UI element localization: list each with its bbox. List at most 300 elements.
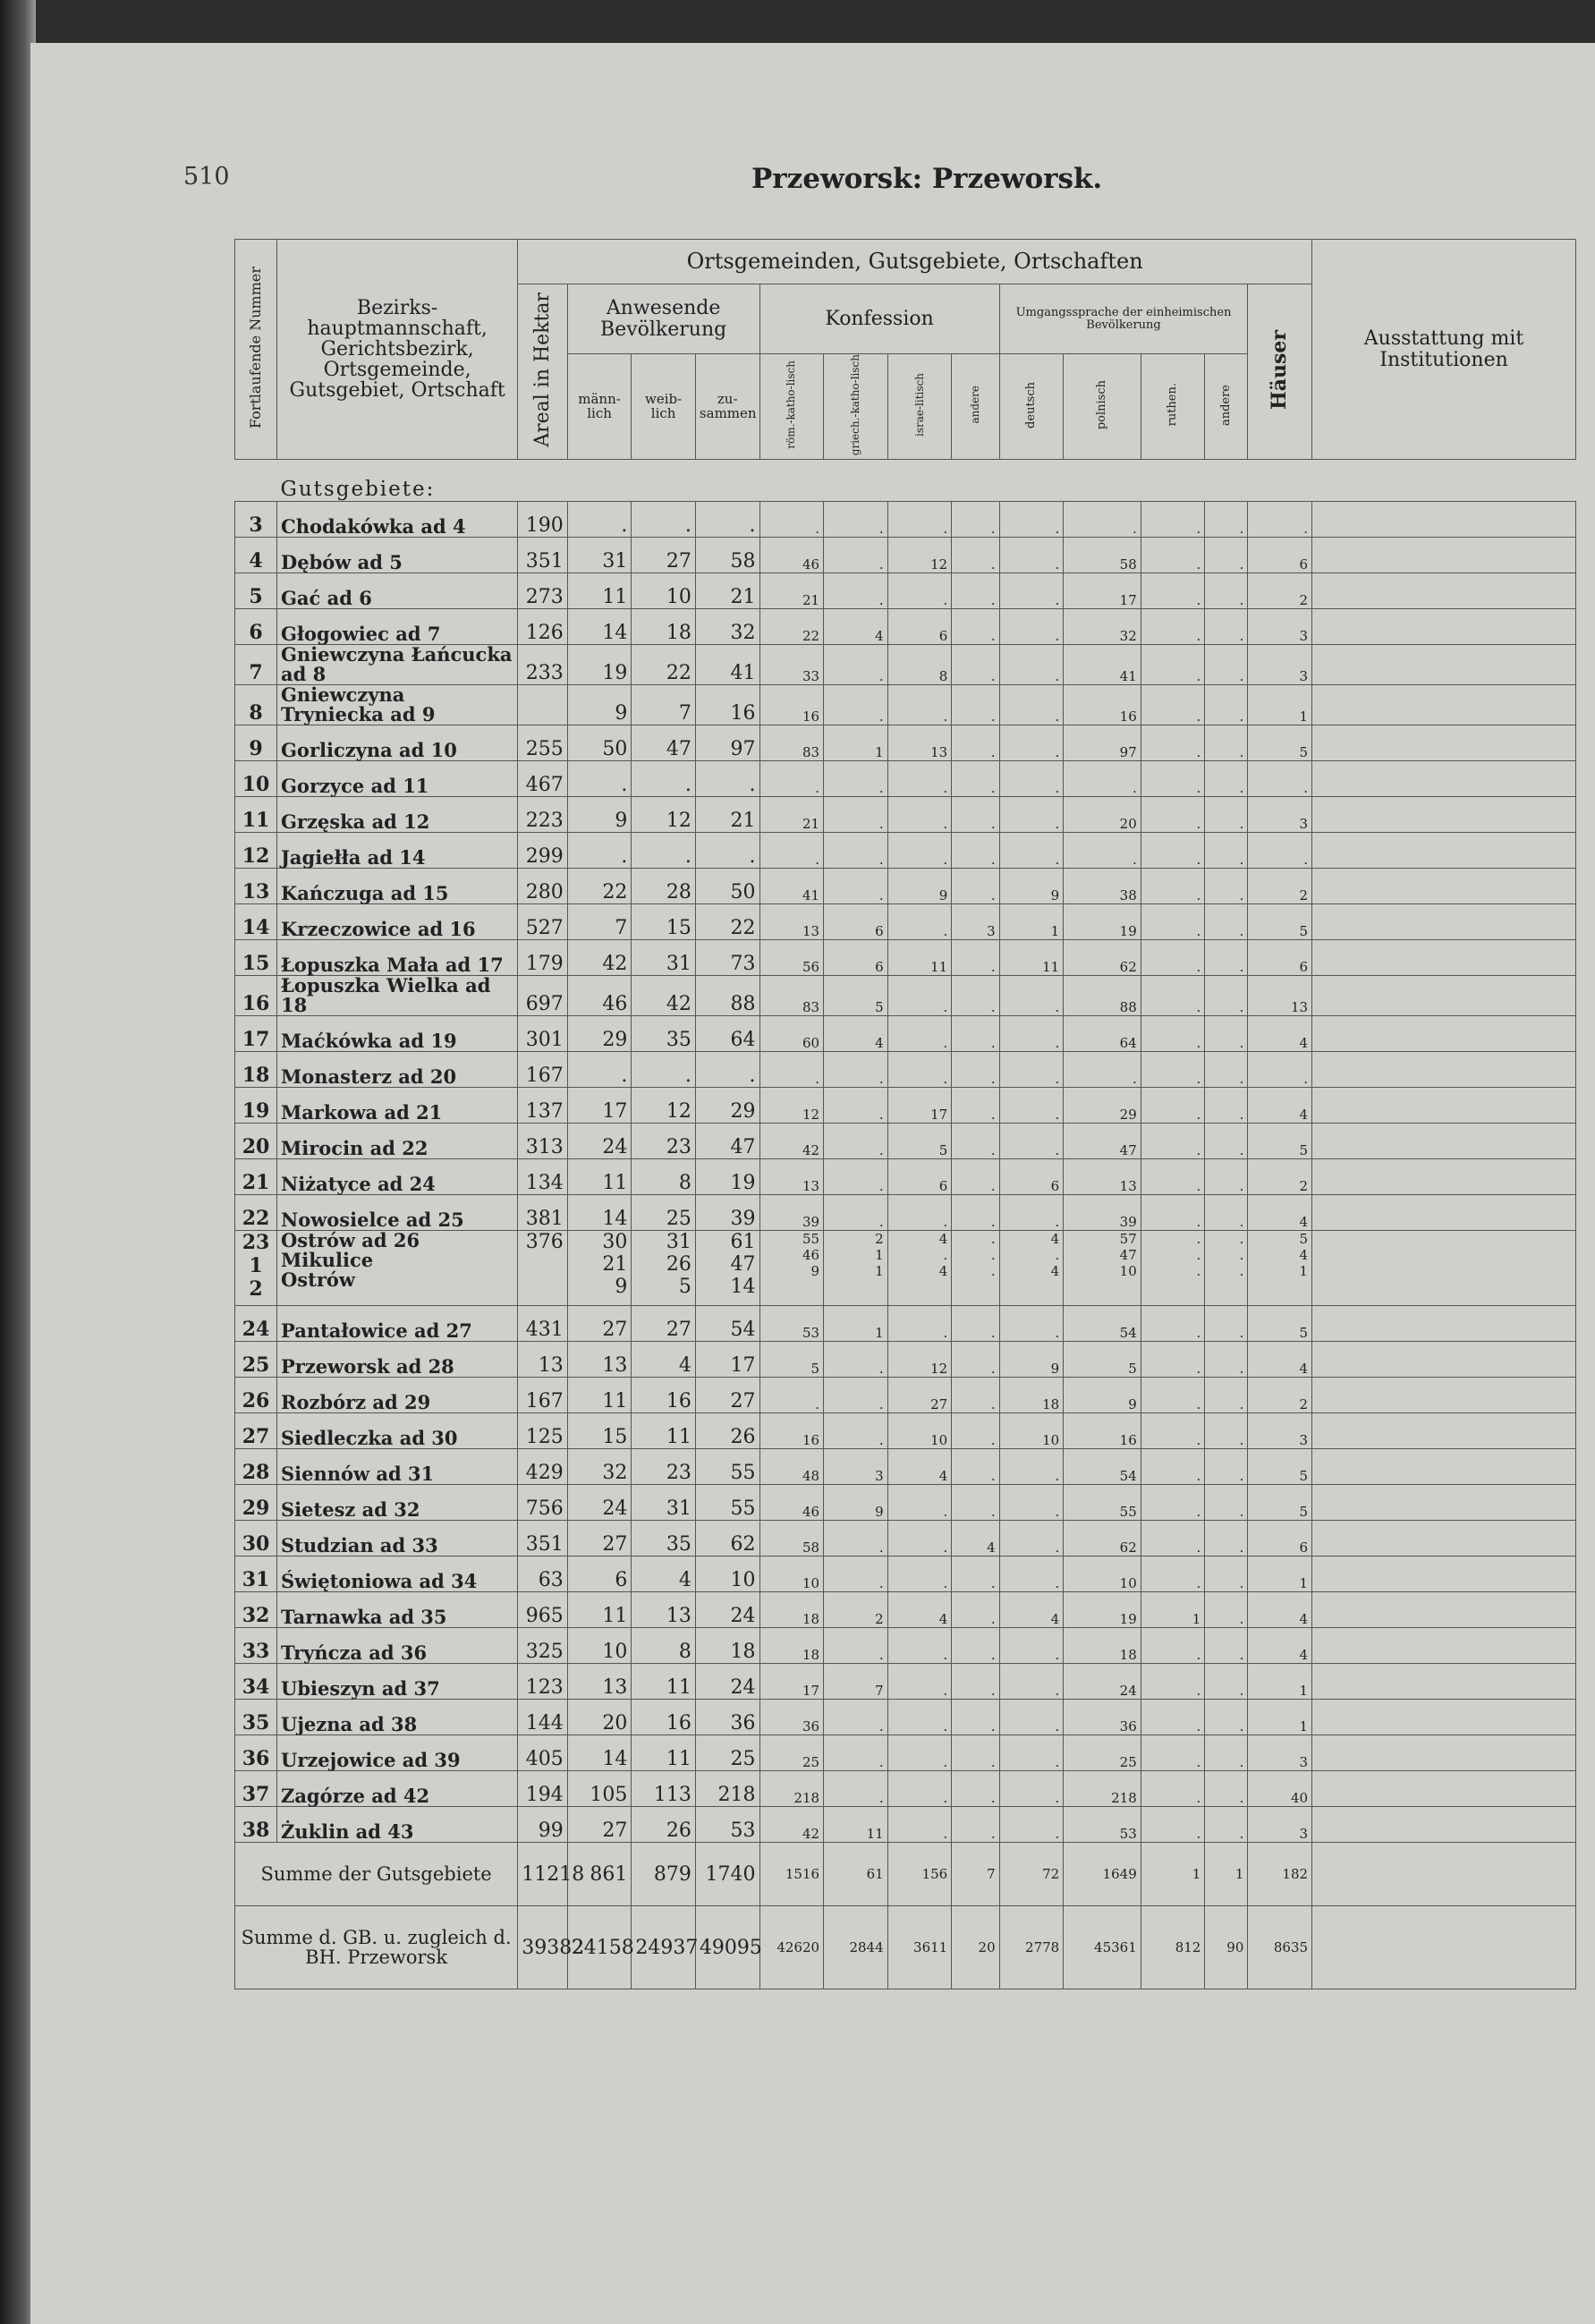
cell-pop-m: 24: [567, 1124, 632, 1159]
sum-cell-pop-m: 861: [567, 1843, 632, 1906]
cell-ausstattung: [1312, 1592, 1576, 1628]
cell-konf-rk: 16: [759, 685, 824, 725]
cell-konf-gk: 9: [824, 1485, 888, 1521]
cell-pop-z: 55: [695, 1485, 759, 1521]
header-label: polnisch: [1095, 380, 1109, 430]
cell-name: Dębów ad 5: [277, 538, 518, 573]
cell-konf-rk: 21: [759, 797, 824, 833]
cell-spr-an: .: [1205, 1124, 1248, 1159]
cell-spr-po: 54: [1064, 1449, 1141, 1485]
cell-pop-z: 22: [695, 904, 759, 940]
sum-cell-spr-ru: 812: [1141, 1906, 1205, 1989]
cell-spr-po: 57 47 10: [1064, 1231, 1141, 1306]
cell-nr: 31: [235, 1556, 277, 1592]
cell-konf-gk: .: [824, 1378, 888, 1413]
cell-pop-w: 11: [632, 1413, 696, 1449]
cell-areal: 63: [518, 1556, 568, 1592]
cell-pop-z: 19: [695, 1159, 759, 1195]
sum-cell-spr-de: 72: [999, 1843, 1064, 1906]
cell-nr: 5: [235, 573, 277, 609]
cell-konf-an: .: [952, 685, 999, 725]
cell-spr-ru: .: [1141, 645, 1205, 685]
cell-konf-an: .: [952, 1700, 999, 1735]
cell-konf-is: .: [887, 1195, 952, 1231]
cell-pop-z: 73: [695, 940, 759, 976]
cell-pop-m: 30 21 9: [567, 1231, 632, 1306]
header-group-sprache: Umgangssprache der einheimischen Bevölkerung: [999, 284, 1248, 354]
table-row: [235, 1556, 1576, 1592]
cell-konf-an: .: [952, 1664, 999, 1700]
cell-name: Przeworsk ad 28: [277, 1342, 518, 1378]
cell-name: Studzian ad 33: [277, 1521, 518, 1556]
cell-spr-an: .: [1205, 1016, 1248, 1052]
cell-pop-m: 11: [567, 573, 632, 609]
cell-spr-an: .: [1205, 1556, 1248, 1592]
cell-name: Gniewczyna Łańcucka ad 8: [277, 645, 518, 685]
cell-pop-w: 8: [632, 1159, 696, 1195]
cell-spr-ru: .: [1141, 869, 1205, 904]
cell-spr-de: .: [999, 1521, 1064, 1556]
table-row: [235, 1016, 1576, 1052]
cell-haeuser: 4: [1248, 1628, 1312, 1664]
cell-pop-z: 27: [695, 1378, 759, 1413]
cell-spr-an: .: [1205, 538, 1248, 573]
cell-spr-ru: .: [1141, 904, 1205, 940]
cell-nr: 25: [235, 1342, 277, 1378]
cell-haeuser: 5 4 1: [1248, 1231, 1312, 1306]
cell-nr: 6: [235, 609, 277, 645]
cell-spr-de: .: [999, 609, 1064, 645]
cell-pop-m: 32: [567, 1449, 632, 1485]
cell-name: Jagiełła ad 14: [277, 833, 518, 869]
cell-name: Tarnawka ad 35: [277, 1592, 518, 1628]
cell-pop-z: 36: [695, 1700, 759, 1735]
cell-konf-is: 5: [887, 1124, 952, 1159]
cell-nr: 12: [235, 833, 277, 869]
cell-spr-de: .: [999, 538, 1064, 573]
sum-cell-areal: 39382: [518, 1906, 568, 1989]
cell-name: Pantałowice ad 27: [277, 1306, 518, 1342]
cell-ausstattung: [1312, 538, 1576, 573]
section-blank: [235, 460, 277, 502]
cell-konf-gk: .: [824, 538, 888, 573]
cell-spr-po: .: [1064, 761, 1141, 797]
cell-spr-an: .: [1205, 1159, 1248, 1195]
cell-konf-gk: .: [824, 1342, 888, 1378]
cell-konf-rk: .: [759, 1052, 824, 1088]
cell-ausstattung: [1312, 1306, 1576, 1342]
cell-pop-z: 21: [695, 573, 759, 609]
cell-pop-m: 9: [567, 685, 632, 725]
cell-spr-ru: .: [1141, 538, 1205, 573]
cell-haeuser: 4: [1248, 1088, 1312, 1124]
cell-spr-po: 16: [1064, 685, 1141, 725]
cell-areal: 273: [518, 573, 568, 609]
cell-nr: 3: [235, 502, 277, 538]
sum-cell-areal: 11218: [518, 1843, 568, 1906]
cell-spr-an: .: [1205, 573, 1248, 609]
header-label: andere: [1219, 384, 1234, 426]
table-row: [235, 1485, 1576, 1521]
header-label: Fortlaufende Nummer: [246, 267, 264, 429]
cell-konf-is: .: [887, 1052, 952, 1088]
cell-konf-is: .: [887, 1521, 952, 1556]
section-label: Gutsgebiete:: [277, 460, 1576, 502]
cell-konf-is: .: [887, 685, 952, 725]
cell-spr-an: .: [1205, 1449, 1248, 1485]
cell-pop-w: 4: [632, 1556, 696, 1592]
sum-cell-konf-is: 156: [887, 1843, 952, 1906]
cell-pop-w: .: [632, 833, 696, 869]
table-row: [235, 538, 1576, 573]
cell-pop-m: 27: [567, 1306, 632, 1342]
cell-haeuser: 3: [1248, 645, 1312, 685]
cell-spr-de: 6: [999, 1159, 1064, 1195]
page-title: Przeworsk: Przeworsk.: [751, 163, 1103, 195]
cell-konf-gk: .: [824, 833, 888, 869]
cell-spr-po: 218: [1064, 1771, 1141, 1807]
cell-spr-de: .: [999, 1700, 1064, 1735]
cell-konf-an: 3: [952, 904, 999, 940]
cell-spr-de: .: [999, 1771, 1064, 1807]
cell-spr-de: 1: [999, 904, 1064, 940]
cell-ausstattung: [1312, 1052, 1576, 1088]
cell-nr: 19: [235, 1088, 277, 1124]
table-row: [235, 1592, 1576, 1628]
cell-areal: 405: [518, 1735, 568, 1771]
cell-pop-w: 22: [632, 645, 696, 685]
cell-pop-m: 27: [567, 1521, 632, 1556]
cell-areal: [518, 685, 568, 725]
cell-konf-an: .: [952, 761, 999, 797]
cell-spr-po: 88: [1064, 976, 1141, 1016]
cell-spr-ru: .: [1141, 761, 1205, 797]
cell-spr-po: 97: [1064, 725, 1141, 761]
cell-ausstattung: [1312, 904, 1576, 940]
cell-konf-is: .: [887, 1306, 952, 1342]
cell-spr-an: .: [1205, 1378, 1248, 1413]
cell-konf-is: .: [887, 1556, 952, 1592]
cell-pop-w: 35: [632, 1521, 696, 1556]
cell-haeuser: .: [1248, 833, 1312, 869]
cell-nr: 11: [235, 797, 277, 833]
cell-konf-an: .: [952, 1771, 999, 1807]
table-row: [235, 1342, 1576, 1378]
cell-konf-is: 10: [887, 1413, 952, 1449]
cell-konf-gk: .: [824, 761, 888, 797]
cell-konf-an: .: [952, 976, 999, 1016]
cell-konf-rk: 46: [759, 538, 824, 573]
cell-name: Świętoniowa ad 34: [277, 1556, 518, 1592]
table-row: [235, 1735, 1576, 1771]
cell-pop-m: 15: [567, 1413, 632, 1449]
cell-konf-rk: .: [759, 833, 824, 869]
cell-nr: 4: [235, 538, 277, 573]
table-row: [235, 1052, 1576, 1088]
table-row: [235, 1628, 1576, 1664]
cell-pop-m: 11: [567, 1159, 632, 1195]
cell-konf-rk: 17: [759, 1664, 824, 1700]
cell-spr-ru: .: [1141, 573, 1205, 609]
cell-pop-z: .: [695, 1052, 759, 1088]
cell-konf-gk: .: [824, 645, 888, 685]
cell-pop-w: .: [632, 1052, 696, 1088]
cell-spr-po: 62: [1064, 940, 1141, 976]
cell-konf-rk: 16: [759, 1413, 824, 1449]
cell-spr-ru: .: [1141, 1628, 1205, 1664]
cell-spr-de: 9: [999, 869, 1064, 904]
cell-name: Grzęska ad 12: [277, 797, 518, 833]
cell-spr-ru: .: [1141, 976, 1205, 1016]
cell-nr: 21: [235, 1159, 277, 1195]
cell-name: Łopuszka Wielka ad 18: [277, 976, 518, 1016]
cell-nr: 37: [235, 1771, 277, 1807]
cell-name: Ubieszyn ad 37: [277, 1664, 518, 1700]
cell-areal: 351: [518, 1521, 568, 1556]
sum-cell-spr-an: 90: [1205, 1906, 1248, 1989]
cell-pop-w: 35: [632, 1016, 696, 1052]
cell-pop-m: 17: [567, 1088, 632, 1124]
cell-name: Głogowiec ad 7: [277, 609, 518, 645]
cell-konf-rk: 39: [759, 1195, 824, 1231]
cell-spr-ru: .: [1141, 1735, 1205, 1771]
cell-areal: 194: [518, 1771, 568, 1807]
cell-spr-po: 18: [1064, 1628, 1141, 1664]
header-label: andere: [969, 386, 982, 424]
cell-spr-ru: .: [1141, 1159, 1205, 1195]
cell-spr-ru: .: [1141, 1449, 1205, 1485]
cell-haeuser: 6: [1248, 940, 1312, 976]
cell-konf-is: .: [887, 797, 952, 833]
cell-haeuser: 5: [1248, 1485, 1312, 1521]
cell-konf-an: .: [952, 797, 999, 833]
cell-spr-an: .: [1205, 685, 1248, 725]
cell-pop-w: 42: [632, 976, 696, 1016]
table-row: [235, 645, 1576, 685]
table-row: [235, 725, 1576, 761]
cell-spr-de: .: [999, 1052, 1064, 1088]
cell-spr-ru: .: [1141, 725, 1205, 761]
cell-pop-w: .: [632, 502, 696, 538]
table-row: [235, 1521, 1576, 1556]
cell-haeuser: 6: [1248, 538, 1312, 573]
header-label: Häuser: [1268, 330, 1292, 411]
cell-spr-ru: .: [1141, 1485, 1205, 1521]
cell-nr: 38: [235, 1807, 277, 1843]
cell-ausstattung: [1312, 1771, 1576, 1807]
cell-spr-po: 41: [1064, 645, 1141, 685]
header-label: ruthen.: [1166, 383, 1180, 427]
cell-name: Tryńcza ad 36: [277, 1628, 518, 1664]
cell-spr-an: .: [1205, 1664, 1248, 1700]
cell-spr-po: 32: [1064, 609, 1141, 645]
cell-pop-m: 27: [567, 1807, 632, 1843]
cell-haeuser: 5: [1248, 1306, 1312, 1342]
cell-pop-z: 88: [695, 976, 759, 1016]
cell-haeuser: 5: [1248, 1449, 1312, 1485]
cell-konf-gk: 3: [824, 1449, 888, 1485]
cell-konf-is: .: [887, 761, 952, 797]
cell-konf-is: 17: [887, 1088, 952, 1124]
header-spr-po: [1064, 354, 1141, 460]
cell-nr: 32: [235, 1592, 277, 1628]
cell-spr-de: .: [999, 797, 1064, 833]
cell-konf-is: 27: [887, 1378, 952, 1413]
cell-konf-an: .: [952, 1016, 999, 1052]
cell-pop-z: 54: [695, 1306, 759, 1342]
cell-spr-po: 17: [1064, 573, 1141, 609]
cell-name: Urzejowice ad 39: [277, 1735, 518, 1771]
cell-konf-is: 6: [887, 1159, 952, 1195]
sum-cell-pop-z: 1740: [695, 1843, 759, 1906]
cell-spr-an: .: [1205, 1088, 1248, 1124]
cell-konf-rk: 25: [759, 1735, 824, 1771]
cell-spr-po: 19: [1064, 904, 1141, 940]
cell-pop-w: 28: [632, 869, 696, 904]
cell-spr-an: .: [1205, 645, 1248, 685]
cell-pop-w: 47: [632, 725, 696, 761]
cell-spr-de: .: [999, 1664, 1064, 1700]
header-spr-de: [999, 354, 1064, 460]
cell-konf-rk: 21: [759, 573, 824, 609]
cell-pop-w: .: [632, 761, 696, 797]
cell-konf-is: .: [887, 1700, 952, 1735]
cell-spr-de: 9: [999, 1342, 1064, 1378]
cell-ausstattung: [1312, 1735, 1576, 1771]
cell-areal: 351: [518, 538, 568, 573]
cell-spr-po: 25: [1064, 1735, 1141, 1771]
cell-haeuser: 3: [1248, 797, 1312, 833]
cell-ausstattung: [1312, 1485, 1576, 1521]
cell-konf-rk: 5: [759, 1342, 824, 1378]
cell-konf-rk: 60: [759, 1016, 824, 1052]
cell-spr-an: .: [1205, 609, 1248, 645]
cell-spr-de: .: [999, 976, 1064, 1016]
cell-areal: 431: [518, 1306, 568, 1342]
cell-konf-is: .: [887, 1664, 952, 1700]
cell-pop-m: .: [567, 833, 632, 869]
table-row: [235, 797, 1576, 833]
table-row: [235, 761, 1576, 797]
cell-haeuser: 3: [1248, 609, 1312, 645]
cell-konf-rk: 46: [759, 1485, 824, 1521]
cell-konf-an: .: [952, 940, 999, 976]
cell-konf-is: .: [887, 976, 952, 1016]
cell-spr-de: .: [999, 1195, 1064, 1231]
cell-spr-ru: .: [1141, 1771, 1205, 1807]
cell-name: Ujezna ad 38: [277, 1700, 518, 1735]
cell-spr-an: .: [1205, 940, 1248, 976]
cell-spr-de: .: [999, 502, 1064, 538]
table-row: [235, 976, 1576, 1016]
cell-konf-an: .: [952, 538, 999, 573]
cell-ausstattung: [1312, 1195, 1576, 1231]
cell-nr: 14: [235, 904, 277, 940]
cell-ausstattung: [1312, 685, 1576, 725]
cell-spr-de: 4 . 4: [999, 1231, 1064, 1306]
cell-pop-z: 32: [695, 609, 759, 645]
cell-konf-rk: 13: [759, 1159, 824, 1195]
cell-spr-an: .: [1205, 725, 1248, 761]
cell-areal: 144: [518, 1700, 568, 1735]
cell-pop-z: 29: [695, 1088, 759, 1124]
cell-konf-an: .: [952, 1485, 999, 1521]
cell-spr-de: 4: [999, 1592, 1064, 1628]
cell-pop-z: .: [695, 502, 759, 538]
cell-pop-z: 62: [695, 1521, 759, 1556]
cell-spr-de: .: [999, 1485, 1064, 1521]
cell-name: Łopuszka Mała ad 17: [277, 940, 518, 976]
cell-ausstattung: [1312, 1700, 1576, 1735]
cell-nr: 15: [235, 940, 277, 976]
cell-spr-de: .: [999, 1556, 1064, 1592]
table-row: [235, 1088, 1576, 1124]
cell-spr-an: .: [1205, 1628, 1248, 1664]
sum-label: Summe d. GB. u. zugleich d. BH. Przeworsk: [235, 1906, 518, 1989]
header-konf-an: [952, 354, 999, 460]
cell-pop-z: 24: [695, 1592, 759, 1628]
cell-pop-m: 31: [567, 538, 632, 573]
cell-haeuser: 2: [1248, 573, 1312, 609]
cell-name: Maćkówka ad 19: [277, 1016, 518, 1052]
header-konf-gk: [824, 354, 888, 460]
cell-spr-po: 9: [1064, 1378, 1141, 1413]
sum-cell-haeuser: 8635: [1248, 1906, 1312, 1989]
cell-areal: 527: [518, 904, 568, 940]
cell-nr: 29: [235, 1485, 277, 1521]
cell-pop-w: 7: [632, 685, 696, 725]
cell-nr: 20: [235, 1124, 277, 1159]
header-spr-ru: [1141, 354, 1205, 460]
cell-konf-gk: 2 1 1: [824, 1231, 888, 1306]
cell-pop-m: .: [567, 1052, 632, 1088]
cell-pop-m: 13: [567, 1664, 632, 1700]
cell-konf-rk: 58: [759, 1521, 824, 1556]
cell-pop-z: 25: [695, 1735, 759, 1771]
cell-konf-gk: .: [824, 1159, 888, 1195]
cell-spr-po: 5: [1064, 1342, 1141, 1378]
header-pop-m: männ-lich: [567, 354, 632, 460]
cell-spr-ru: .: [1141, 502, 1205, 538]
cell-konf-an: .: [952, 1735, 999, 1771]
cell-pop-w: 13: [632, 1592, 696, 1628]
cell-pop-w: 23: [632, 1449, 696, 1485]
cell-spr-po: 55: [1064, 1485, 1141, 1521]
cell-pop-z: 26: [695, 1413, 759, 1449]
cell-areal: 756: [518, 1485, 568, 1521]
cell-spr-de: .: [999, 685, 1064, 725]
page-number: 510: [183, 163, 230, 191]
table-row: [235, 609, 1576, 645]
cell-konf-rk: 83: [759, 976, 824, 1016]
cell-pop-w: 16: [632, 1700, 696, 1735]
cell-konf-an: .: [952, 645, 999, 685]
cell-konf-is: .: [887, 904, 952, 940]
table-row: [235, 1413, 1576, 1449]
table-row: [235, 1124, 1576, 1159]
cell-konf-an: .: [952, 1413, 999, 1449]
cell-pop-w: 10: [632, 573, 696, 609]
cell-spr-po: 53: [1064, 1807, 1141, 1843]
cell-ausstattung: [1312, 1159, 1576, 1195]
cell-haeuser: .: [1248, 761, 1312, 797]
cell-name: Siedleczka ad 30: [277, 1413, 518, 1449]
cell-konf-is: 9: [887, 869, 952, 904]
cell-nr: 22: [235, 1195, 277, 1231]
cell-name: Markowa ad 21: [277, 1088, 518, 1124]
cell-areal: 697: [518, 976, 568, 1016]
cell-pop-w: 16: [632, 1378, 696, 1413]
